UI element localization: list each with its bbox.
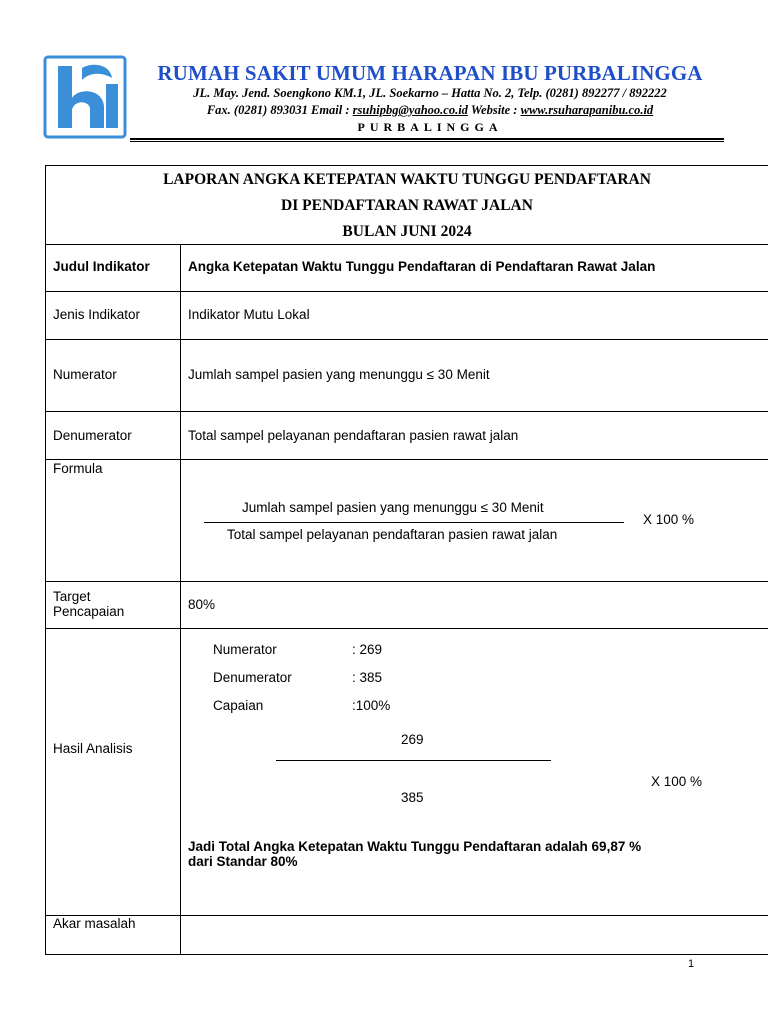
target-value: 80% bbox=[188, 597, 216, 612]
hasil-multiplier: X 100 % bbox=[651, 774, 703, 789]
report-title-line3: BULAN JUNI 2024 bbox=[342, 223, 472, 240]
header-divider bbox=[130, 138, 724, 140]
hasil-capaian-value: :100% bbox=[352, 698, 391, 713]
numerator-value: Jumlah sampel pasien yang menunggu ≤ 30 Menit bbox=[188, 367, 490, 382]
row-target bbox=[46, 582, 768, 629]
target-label: Target Pencapaian bbox=[46, 582, 181, 628]
page-number: 1 bbox=[688, 958, 695, 970]
hasil-conclusion-line1: Jadi Total Angka Ketepatan Waktu Tunggu Pendaftaran adalah 69,87 % bbox=[188, 839, 642, 854]
hasil-analisis-label: Hasil Analisis bbox=[46, 629, 181, 915]
website-prefix: Website : bbox=[470, 103, 518, 117]
hasil-denumerator-label: Denumerator bbox=[213, 670, 292, 685]
hasil-numerator-label: Numerator bbox=[213, 642, 277, 657]
hasil-fraction-bottom: 385 bbox=[401, 790, 424, 805]
jenis-indikator-value: Indikator Mutu Lokal bbox=[188, 307, 310, 322]
hospital-name: RUMAH SAKIT UMUM HARAPAN IBU PURBALINGGA bbox=[157, 61, 703, 85]
row-denumerator bbox=[46, 412, 768, 460]
hasil-fraction-line bbox=[276, 760, 551, 761]
jenis-indikator-label: Jenis Indikator bbox=[46, 292, 181, 339]
email-link[interactable]: rsuhipbg@yahoo.co.id bbox=[352, 103, 468, 117]
row-formula bbox=[46, 460, 768, 582]
formula-label: Formula bbox=[46, 460, 181, 581]
hospital-city: PURBALINGGA bbox=[357, 120, 503, 134]
judul-indikator-value: Angka Ketepatan Waktu Tunggu Pendaftaran di Pendaftaran Rawat Jalan bbox=[188, 259, 656, 274]
hasil-conclusion-line2: dari Standar 80% bbox=[188, 854, 298, 869]
fax-email-prefix: Fax. (0281) 893031 Email : bbox=[206, 103, 350, 117]
row-numerator bbox=[46, 340, 768, 412]
report-table bbox=[45, 165, 768, 955]
report-title-line2: DI PENDAFTARAN RAWAT JALAN bbox=[281, 197, 533, 214]
row-judul-indikator bbox=[46, 244, 768, 292]
formula-numerator-text: Jumlah sampel pasien yang menunggu ≤ 30 Menit bbox=[242, 500, 544, 515]
hasil-numerator-value: : 269 bbox=[352, 642, 383, 657]
numerator-label: Numerator bbox=[46, 340, 181, 411]
judul-indikator-label: Judul Indikator bbox=[46, 244, 181, 291]
formula-fraction-line bbox=[204, 522, 624, 523]
akar-masalah-label: Akar masalah bbox=[46, 916, 181, 954]
report-title-line1: LAPORAN ANGKA KETEPATAN WAKTU TUNGGU PENDAFTARAN bbox=[163, 171, 651, 188]
hospital-address: JL. May. Jend. Soengkono KM.1, JL. Soekarno – Hatta No. 2, Telp. (0281) 892277 / 892222 bbox=[193, 86, 667, 100]
formula-multiplier: X 100 % bbox=[643, 512, 695, 527]
row-jenis-indikator bbox=[46, 292, 768, 340]
denumerator-label: Denumerator bbox=[46, 412, 181, 459]
row-hasil-analisis bbox=[46, 629, 768, 916]
denumerator-value: Total sampel pelayanan pendaftaran pasien rawat jalan bbox=[188, 428, 519, 443]
hasil-capaian-label: Capaian bbox=[213, 698, 264, 713]
row-akar-masalah bbox=[46, 916, 768, 954]
hospital-logo bbox=[42, 54, 128, 140]
website-link[interactable]: www.rsuharapanibu.co.id bbox=[520, 103, 654, 117]
header-divider-thin bbox=[130, 141, 724, 142]
report-title bbox=[46, 166, 768, 245]
formula-denominator-text: Total sampel pelayanan pendaftaran pasien rawat jalan bbox=[227, 527, 558, 542]
hasil-fraction-top: 269 bbox=[401, 732, 424, 747]
hospital-contact bbox=[130, 103, 730, 118]
hasil-denumerator-value: : 385 bbox=[352, 670, 383, 685]
